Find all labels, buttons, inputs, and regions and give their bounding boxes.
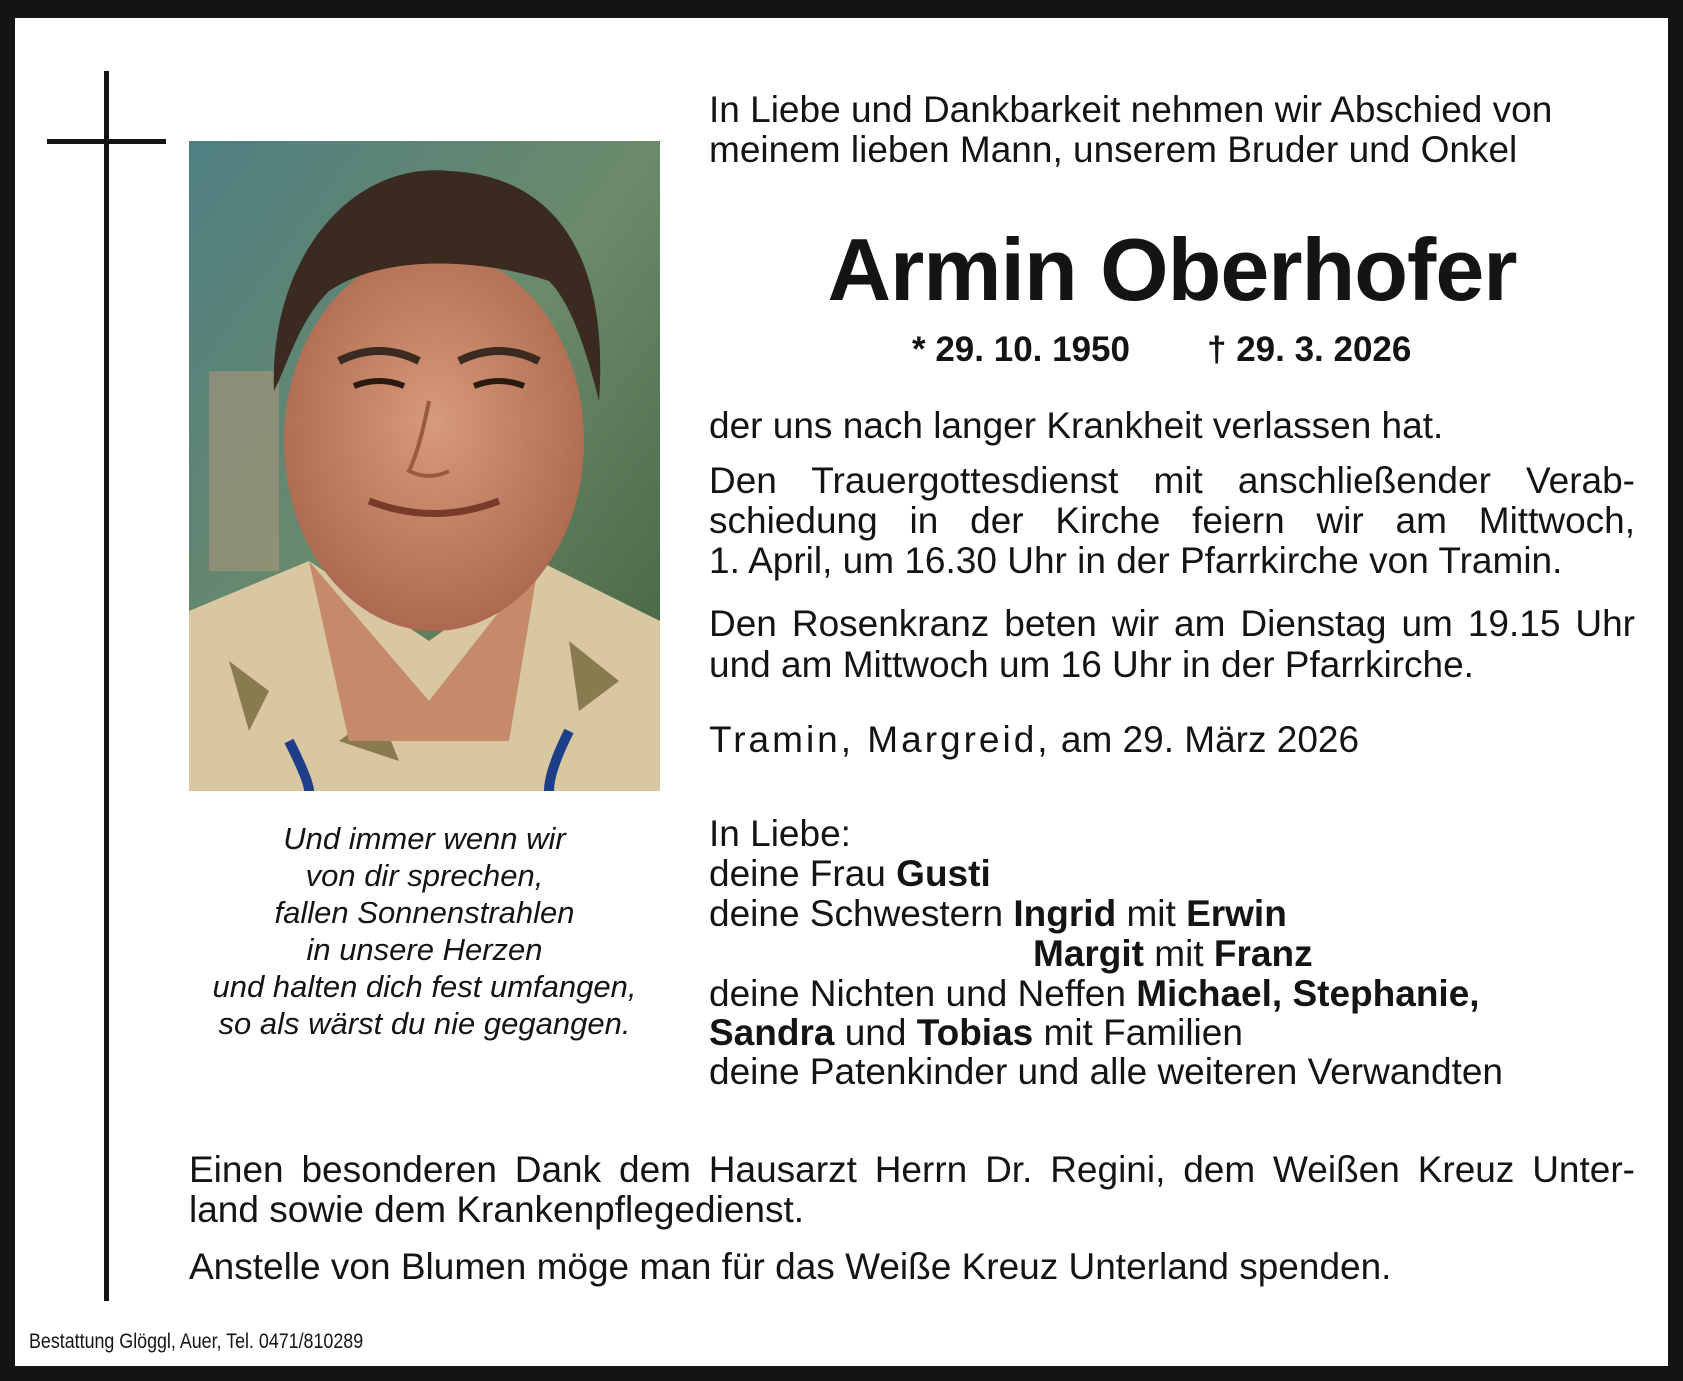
label: deine Nichten und Neffen [709, 973, 1137, 1014]
label: mit Familien [1033, 1012, 1243, 1053]
intro-line: In Liebe und Dankbarkeit nehmen wir Abschied von [709, 89, 1553, 130]
service-line: 1. April, um 16.30 Uhr in der Pfarrkirche von Tramin. [709, 540, 1563, 581]
label: und [834, 1012, 917, 1053]
birth-date: * 29. 10. 1950 [912, 330, 1130, 369]
funeral-home-footer: Bestattung Glöggl, Auer, Tel. 0471/810289 [29, 1330, 364, 1353]
sister-name: Ingrid [1013, 893, 1117, 934]
flowers-note: Anstelle von Blumen möge man für das Weiße Kreuz Unterland spenden. [189, 1246, 1392, 1287]
family-sisters-2 [1033, 934, 1683, 974]
quote-line: und halten dich fest umfangen, [212, 969, 637, 1004]
rosary-line: und am Mittwoch um 16 Uhr in der Pfarrkirche. [709, 644, 1474, 685]
family-sisters [709, 894, 1635, 934]
service-line: schiedung in der Kirche feiern wir am Mittwoch, [709, 500, 1635, 541]
nieces-names: Michael, Stephanie, [1136, 973, 1480, 1014]
partner-name: Erwin [1186, 893, 1287, 934]
niece-name: Sandra [709, 1012, 835, 1053]
quote-line: Und immer wenn wir [283, 821, 566, 856]
date: am 29. März 2026 [1060, 719, 1360, 760]
family-heading: In Liebe: [709, 813, 851, 854]
label: mit [1116, 893, 1187, 934]
label: deine Schwestern [709, 893, 1014, 934]
quote-line: so als wärst du nie gegangen. [218, 1006, 631, 1041]
label: deine Frau [709, 853, 897, 894]
quote-line: in unsere Herzen [306, 932, 543, 967]
thanks-line: Einen besonderen Dank dem Hausarzt Herrn Dr. Regini, dem Weißen Kreuz Unter- [189, 1149, 1635, 1190]
thanks-line: land sowie dem Krankenpflegedienst. [189, 1189, 804, 1230]
service-line: Den Trauergottesdienst mit anschließender Verab- [709, 460, 1635, 501]
family-wife [709, 854, 1635, 894]
cross-icon [104, 71, 109, 1301]
cross-icon-bar [47, 139, 166, 144]
family-nieces [709, 974, 1635, 1014]
place: Tramin, Margreid, [709, 719, 1051, 760]
nephew-name: Tobias [916, 1012, 1034, 1053]
intro-line: meinem lieben Mann, unserem Bruder und Onkel [709, 129, 1518, 170]
deceased-name: Armin Oberhofer [827, 220, 1517, 319]
label: mit [1144, 933, 1214, 974]
death-date: † 29. 3. 2026 [1207, 330, 1412, 369]
sister-name: Margit [1033, 933, 1144, 974]
departed-text: der uns nach langer Krankheit verlassen hat. [709, 405, 1444, 446]
wife-name: Gusti [896, 853, 991, 894]
portrait-photo [189, 141, 660, 791]
quote-line: von dir sprechen, [305, 858, 544, 893]
quote-line: fallen Sonnenstrahlen [274, 895, 575, 930]
family-others: deine Patenkinder und alle weiteren Verwandten [709, 1051, 1504, 1092]
rosary-line: Den Rosenkranz beten wir am Dienstag um 19.15 Uhr [709, 603, 1635, 644]
memorial-quote [189, 820, 660, 1042]
family-nieces-2 [709, 1013, 1635, 1053]
partner-name: Franz [1213, 933, 1313, 974]
